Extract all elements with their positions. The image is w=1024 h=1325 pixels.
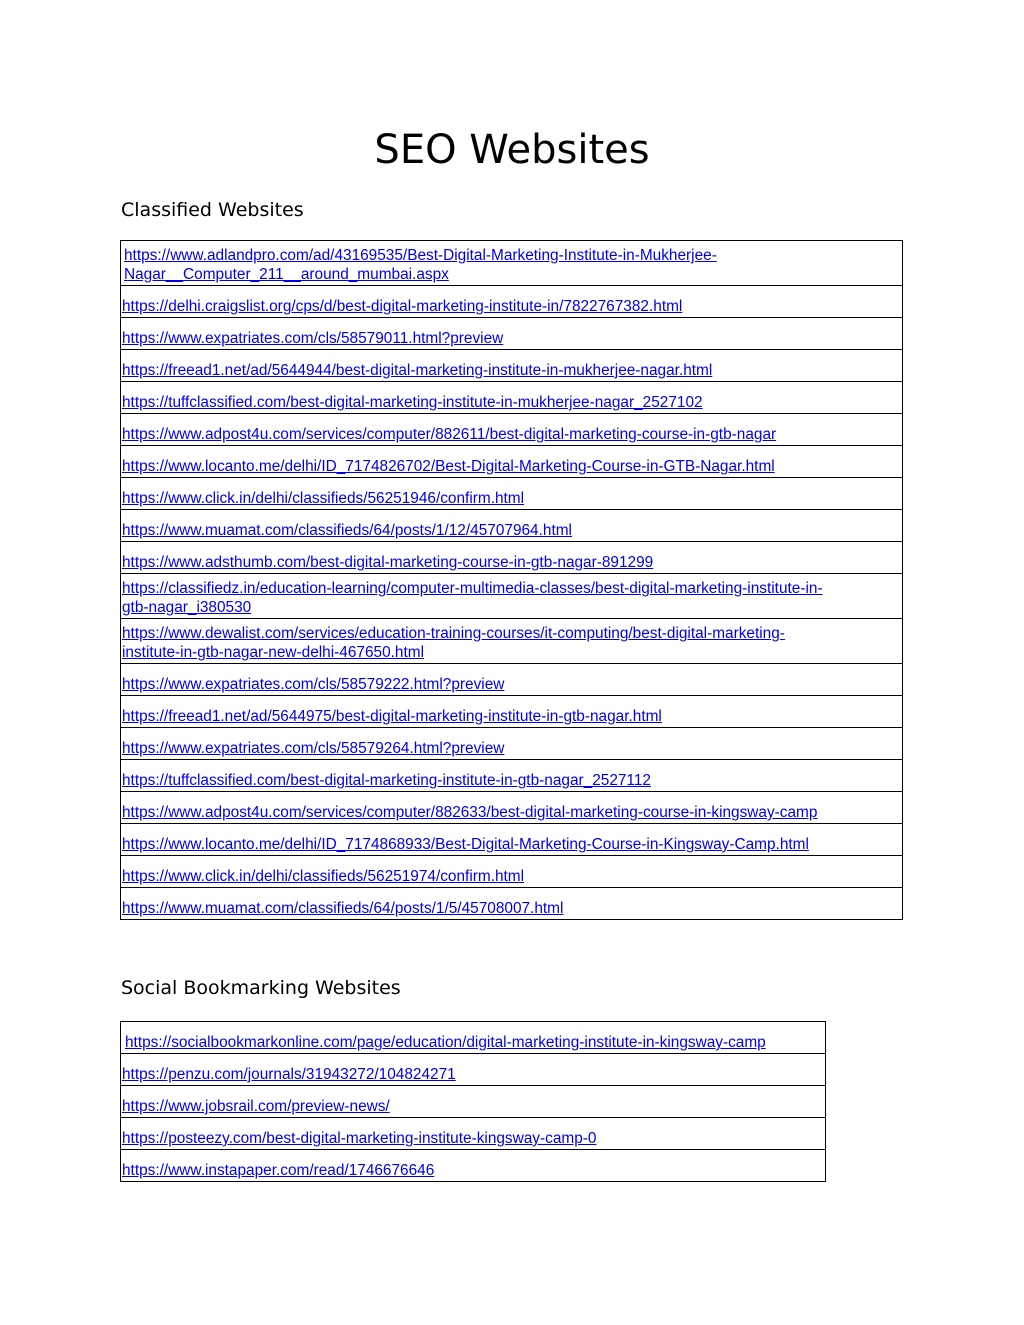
link-text-line: https://penzu.com/journals/31943272/104824271 — [122, 1066, 456, 1083]
classified-websites-table — [120, 240, 903, 920]
table-row — [121, 760, 903, 792]
table-row — [121, 1022, 826, 1054]
link-cell — [121, 824, 903, 856]
table-row — [121, 1118, 826, 1150]
website-link[interactable] — [122, 803, 902, 823]
link-text-line: Nagar__Computer_211__around_mumbai.aspx — [124, 266, 449, 283]
link-cell — [121, 856, 903, 888]
link-text-line: https://freead1.net/ad/5644944/best-digital-marketing-institute-in-mukherjee-nagar.html — [122, 362, 713, 379]
link-cell — [121, 1022, 826, 1054]
table-row — [121, 888, 903, 920]
link-cell — [121, 1118, 826, 1150]
table-row — [121, 318, 903, 350]
table-row — [121, 446, 903, 478]
website-link[interactable] — [122, 624, 902, 663]
link-text-line: institute-in-gtb-nagar-new-delhi-467650.html — [122, 644, 424, 661]
link-text-line: https://www.muamat.com/classifieds/64/posts/1/12/45707964.html — [122, 522, 572, 539]
table-row — [121, 1150, 826, 1182]
link-text-line: https://www.adpost4u.com/services/computer/882633/best-digital-marketing-course-in-kingsway-camp — [122, 804, 818, 821]
website-link[interactable] — [122, 771, 902, 791]
link-text-line: https://www.adlandpro.com/ad/43169535/Best-Digital-Marketing-Institute-in-Mukherjee- — [124, 247, 717, 264]
link-cell — [121, 1054, 826, 1086]
website-link[interactable] — [122, 1065, 825, 1085]
link-cell — [121, 574, 903, 619]
website-link[interactable] — [122, 835, 902, 855]
table-row — [121, 619, 903, 664]
page-title: SEO Websites — [374, 127, 650, 173]
link-cell — [121, 241, 903, 286]
website-link[interactable] — [122, 739, 902, 759]
link-text-line: https://tuffclassified.com/best-digital-marketing-institute-in-gtb-nagar_2527112 — [122, 772, 651, 789]
link-text-line: https://www.locanto.me/delhi/ID_7174868933/Best-Digital-Marketing-Course-in-Kingsway-Camp.html — [122, 836, 809, 853]
link-cell — [121, 760, 903, 792]
link-text-line: https://freead1.net/ad/5644975/best-digital-marketing-institute-in-gtb-nagar.html — [122, 708, 662, 725]
link-cell — [121, 664, 903, 696]
website-link[interactable] — [122, 393, 902, 413]
link-text-line: https://posteezy.com/best-digital-marketing-institute-kingsway-camp-0 — [122, 1130, 597, 1147]
link-cell — [121, 888, 903, 920]
website-link[interactable] — [122, 361, 902, 381]
website-link[interactable] — [122, 553, 902, 573]
table-row — [121, 664, 903, 696]
link-cell — [121, 382, 903, 414]
website-link[interactable] — [122, 457, 902, 477]
link-text-line: gtb-nagar_i380530 — [122, 599, 252, 616]
link-cell — [121, 1086, 826, 1118]
table-row — [121, 478, 903, 510]
link-text-line: https://www.expatriates.com/cls/58579222.html?preview — [122, 676, 505, 693]
website-link[interactable] — [122, 1161, 825, 1181]
website-link[interactable] — [122, 899, 902, 919]
link-text-line: https://www.click.in/delhi/classifieds/56251946/confirm.html — [122, 490, 525, 507]
link-cell — [121, 542, 903, 574]
website-link[interactable] — [122, 297, 902, 317]
link-cell — [121, 318, 903, 350]
link-text-line: https://delhi.craigslist.org/cps/d/best-digital-marketing-institute-in/7822767382.html — [122, 298, 683, 315]
website-link[interactable] — [122, 489, 902, 509]
link-cell — [121, 446, 903, 478]
website-link[interactable] — [122, 425, 902, 445]
link-text-line: https://socialbookmarkonline.com/page/education/digital-marketing-institute-in-kingsway-camp — [125, 1034, 766, 1051]
website-link[interactable] — [122, 675, 902, 695]
website-link[interactable] — [122, 579, 902, 618]
link-text-line: https://www.locanto.me/delhi/ID_7174826702/Best-Digital-Marketing-Course-in-GTB-Nagar.html — [122, 458, 775, 475]
website-link[interactable] — [122, 707, 902, 727]
link-text-line: https://www.dewalist.com/services/education-training-courses/it-computing/best-digital-marketing- — [122, 625, 785, 642]
table-row — [121, 728, 903, 760]
table-row — [121, 241, 903, 286]
classified-websites-heading: Classified Websites — [121, 199, 304, 221]
link-text-line: https://tuffclassified.com/best-digital-marketing-institute-in-mukherjee-nagar_2527102 — [122, 394, 703, 411]
link-cell — [121, 792, 903, 824]
website-link[interactable] — [125, 1033, 825, 1053]
table-row — [121, 1054, 826, 1086]
link-text-line: https://www.adsthumb.com/best-digital-marketing-course-in-gtb-nagar-891299 — [122, 554, 654, 571]
link-cell — [121, 414, 903, 446]
link-text-line: https://www.expatriates.com/cls/58579011.html?preview — [122, 330, 504, 347]
link-cell — [121, 619, 903, 664]
table-row — [121, 856, 903, 888]
website-link[interactable] — [122, 1129, 825, 1149]
link-text-line: https://www.click.in/delhi/classifieds/56251974/confirm.html — [122, 868, 525, 885]
link-cell — [121, 1150, 826, 1182]
link-text-line: https://www.adpost4u.com/services/computer/882611/best-digital-marketing-course-in-gtb-nagar — [122, 426, 777, 443]
table-row — [121, 574, 903, 619]
link-text-line: https://www.jobsrail.com/preview-news/ — [122, 1098, 390, 1115]
link-cell — [121, 728, 903, 760]
table-row — [121, 792, 903, 824]
link-text-line: https://classifiedz.in/education-learning/computer-multimedia-classes/best-digital-marketing-institute-in- — [122, 580, 823, 597]
link-text-line: https://www.expatriates.com/cls/58579264.html?preview — [122, 740, 505, 757]
social-bookmarking-websites-table — [120, 1021, 826, 1182]
table-row — [121, 350, 903, 382]
table-row — [121, 414, 903, 446]
table-row — [121, 542, 903, 574]
website-link[interactable] — [122, 521, 902, 541]
table-row — [121, 286, 903, 318]
table-row — [121, 382, 903, 414]
social-bookmarking-websites-heading: Social Bookmarking Websites — [121, 977, 401, 999]
link-text-line: https://www.instapaper.com/read/1746676646 — [122, 1162, 435, 1179]
website-link[interactable] — [124, 246, 902, 285]
link-cell — [121, 350, 903, 382]
table-row — [121, 696, 903, 728]
link-cell — [121, 510, 903, 542]
link-text-line: https://www.muamat.com/classifieds/64/posts/1/5/45708007.html — [122, 900, 564, 917]
table-row — [121, 1086, 826, 1118]
website-link[interactable] — [122, 1097, 825, 1117]
link-cell — [121, 286, 903, 318]
link-cell — [121, 696, 903, 728]
table-row — [121, 510, 903, 542]
table-row — [121, 824, 903, 856]
link-cell — [121, 478, 903, 510]
website-link[interactable] — [122, 867, 902, 887]
website-link[interactable] — [122, 329, 902, 349]
